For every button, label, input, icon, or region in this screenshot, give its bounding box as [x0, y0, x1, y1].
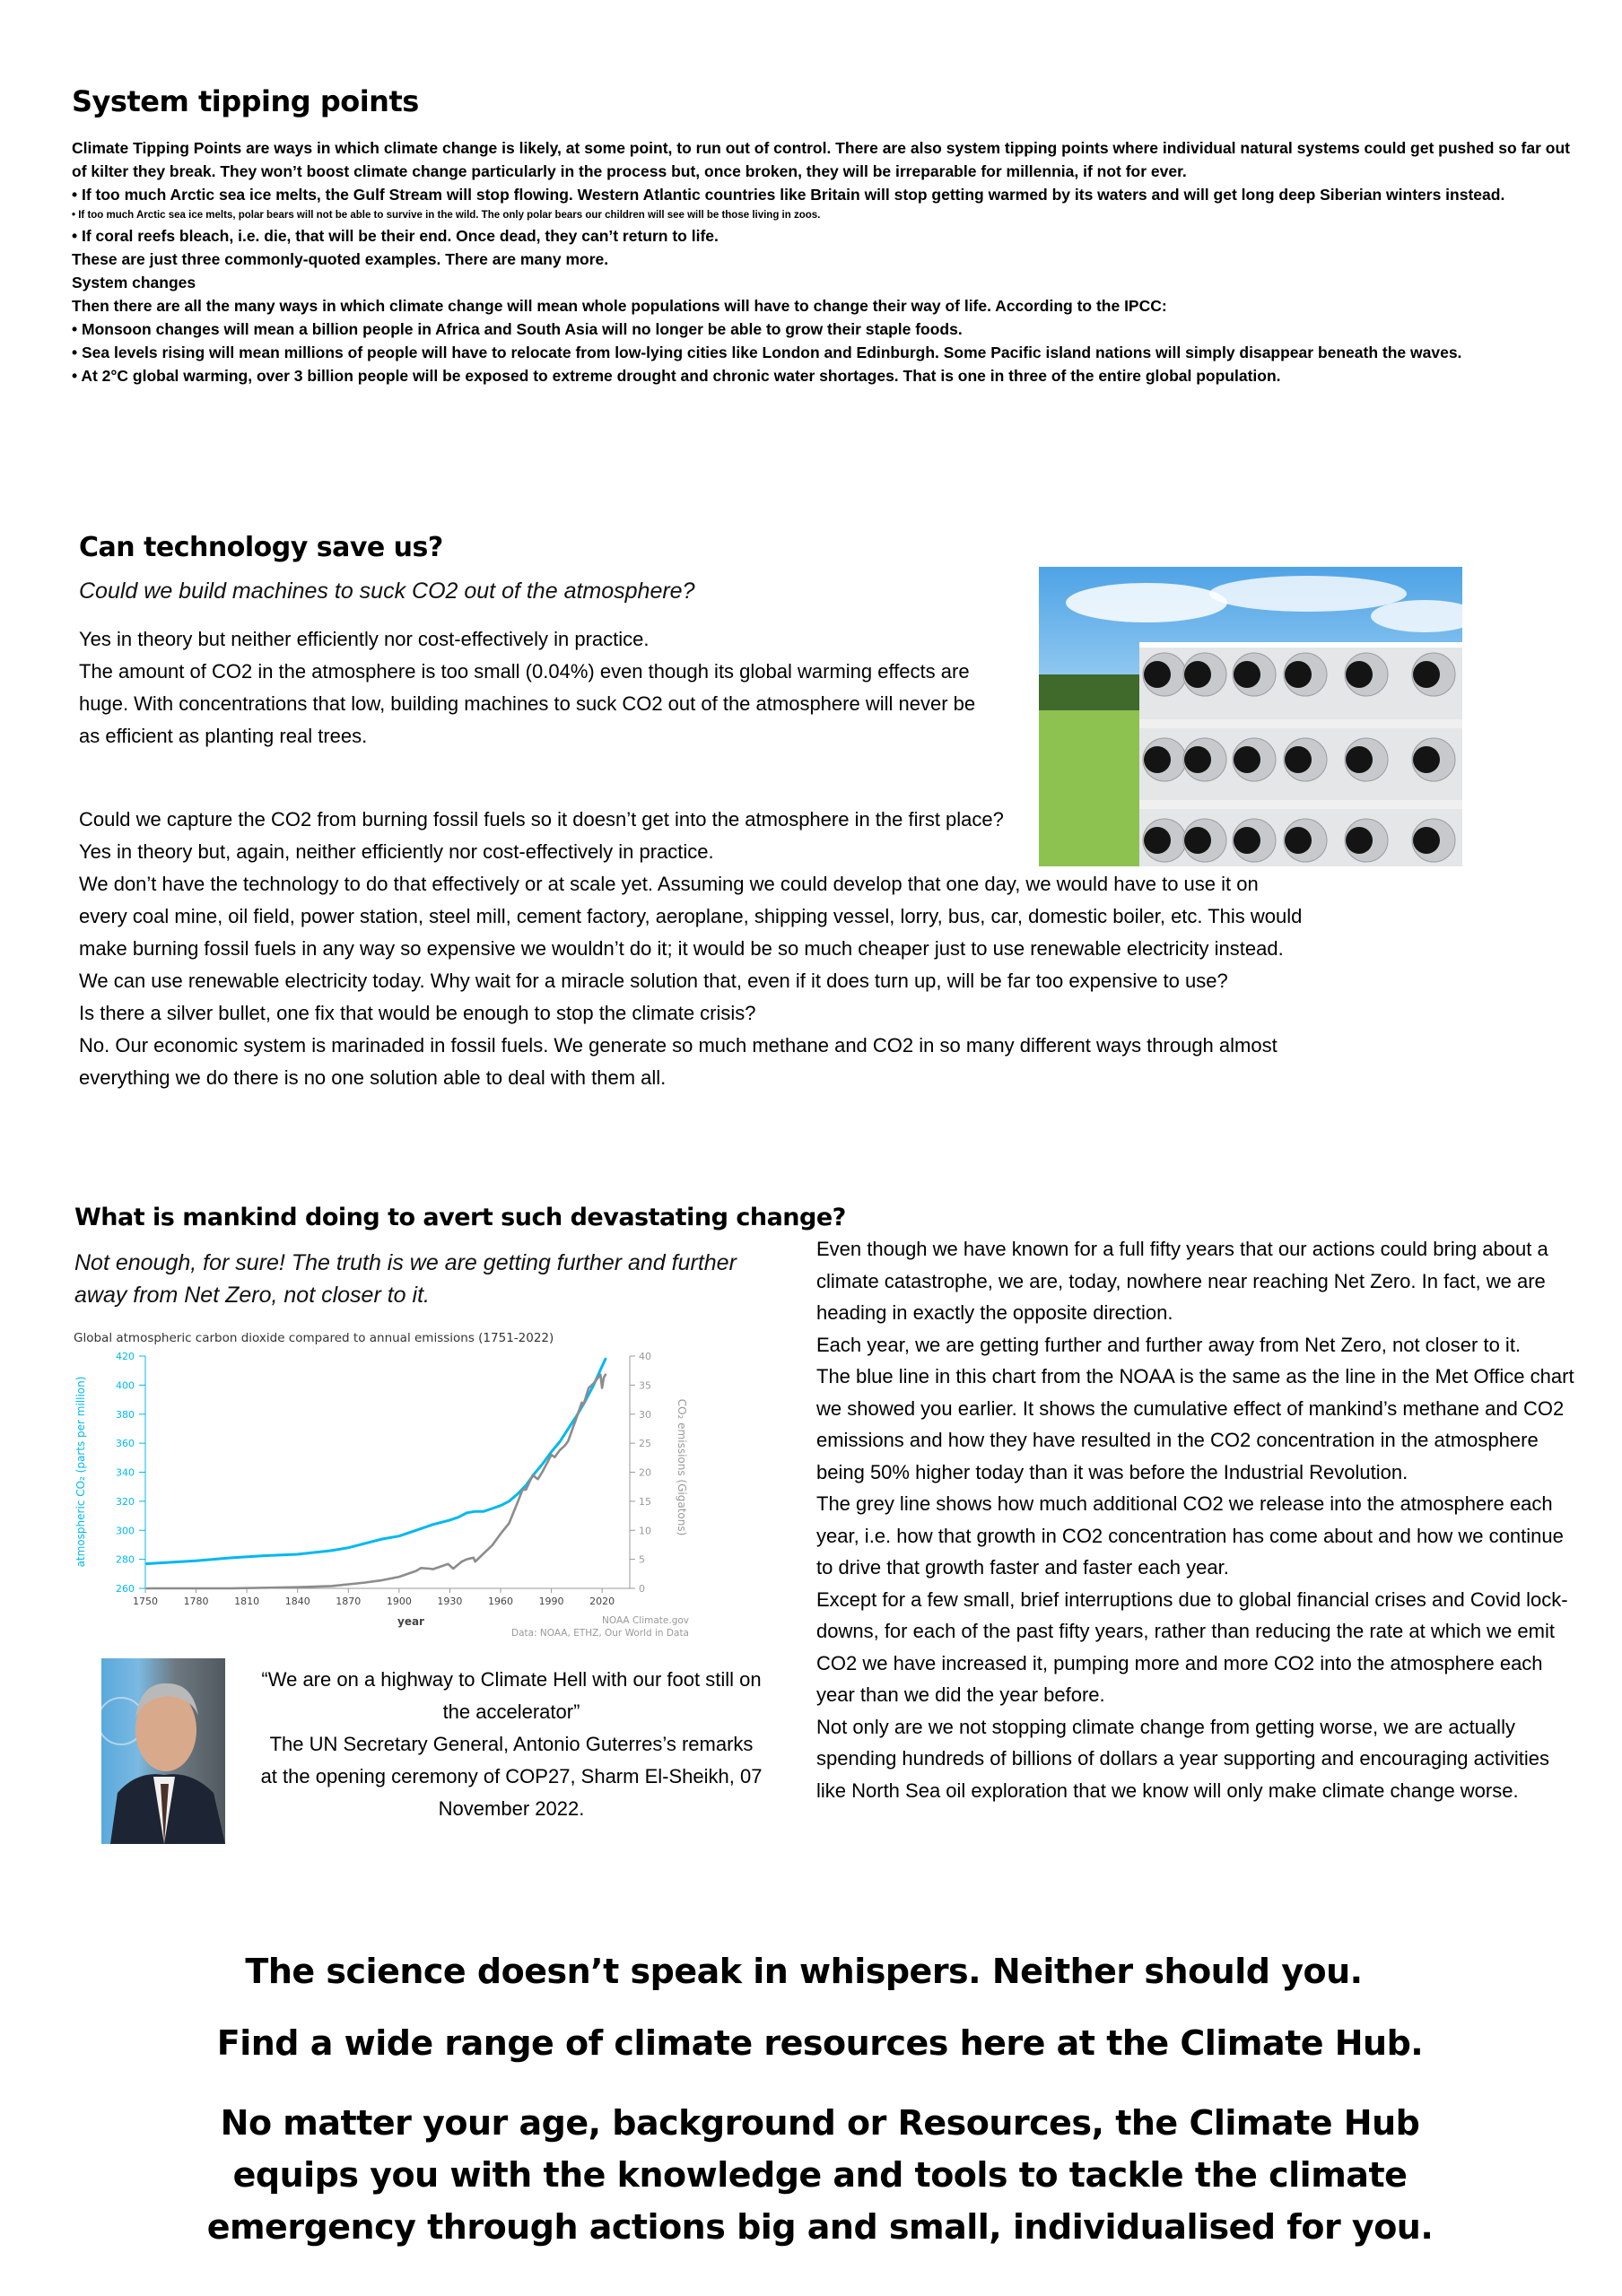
cta-line: No matter your age, background or Resources, the Climate Hub: [220, 2103, 1420, 2143]
y2-tick-label: 25: [639, 1438, 651, 1450]
x-axis-label: year: [397, 1615, 424, 1628]
cta-science-whispers: The science doesn’t speak in whispers. Neither should you.: [245, 1952, 1363, 1991]
fan-blade-icon: [1144, 661, 1171, 688]
paragraph: Even though we have known for a full fifty years that our actions could bring about a climate catastrophe, we are, today, nowhere near reaching Net Zero. In fact, we are heading in exactly the opposite direction.: [816, 1238, 1548, 1324]
bullet-gulf-stream: • If too much Arctic sea ice melts, the Gulf Stream will stop flowing. Western Atlantic countries like Britain will stop getting warmed by its waters and will get long deep Siberian winters instead.: [72, 186, 1505, 204]
x-tick-label: 1960: [488, 1596, 513, 1607]
technology-body-top: [79, 623, 994, 752]
bullet-monsoon: • Monsoon changes will mean a billion people in Africa and South Asia will no longer be able to grow their staple foods.: [72, 320, 963, 338]
fan-blade-icon: [1285, 661, 1312, 688]
chart-title: Global atmospheric carbon dioxide compared to annual emissions (1751-2022): [74, 1331, 554, 1345]
bullet-coral-reefs: • If coral reefs bleach, i.e. die, that will be their end. Once dead, they can’t return to life.: [72, 227, 719, 245]
y2-axis-label: CO₂ emissions (Gigatons): [676, 1398, 688, 1536]
bullet-sea-levels: • Sea levels rising will mean millions of people will have to relocate from low-lying cities like London and Edinburgh. Some Pacific island nations will simply disappear beneath the waves.: [72, 344, 1462, 361]
y2-tick-label: 15: [639, 1495, 651, 1508]
bullet-polar-bears: • If too much Arctic sea ice melts, polar bears will not be able to survive in the wild. The only polar bears our children will see will be those living in zoos.: [72, 210, 821, 221]
x-tick-label: 2020: [589, 1596, 615, 1607]
y-tick-label: 280: [116, 1553, 135, 1566]
chart-axes: [116, 1351, 651, 1607]
chart-lines: [147, 1359, 606, 1588]
fan-blade-icon: [1346, 661, 1373, 688]
x-tick-label: 1840: [284, 1596, 310, 1607]
cta-climate-hub-resources: Find a wide range of climate resources here at the Climate Hub.: [216, 2023, 1424, 2063]
y2-tick-label: 35: [639, 1379, 651, 1392]
x-tick-label: 1810: [234, 1596, 260, 1607]
section-title-mankind: What is mankind doing to avert such devastating change?: [74, 1204, 846, 1231]
x-tick-label: 1780: [183, 1596, 209, 1607]
x-tick-label: 1750: [133, 1596, 158, 1607]
chart-svg: [72, 1324, 700, 1638]
y2-tick-label: 40: [639, 1351, 651, 1362]
y2-tick-label: 0: [639, 1583, 645, 1595]
section-title-technology: Can technology save us?: [79, 532, 443, 563]
question-silver-bullet: Is there a silver bullet, one fix that would be enough to stop the climate crisis?: [79, 1002, 756, 1024]
co2-concentration-line: [147, 1359, 606, 1563]
section-title-system-tipping-points: System tipping points: [72, 84, 419, 118]
y-tick-label: 260: [116, 1583, 135, 1595]
paragraph: Not only are we not stopping climate change from getting worse, we are actually spending hundreds of billions of dollars a year supporting and encouraging activities like North Sea oil exploration that we know will only make climate change worse.: [816, 1715, 1549, 1802]
fan-blade-icon: [1413, 661, 1440, 688]
bullet-drought: • At 2°C global warming, over 3 billion people will be exposed to extreme drought and chronic water shortages. That is one in three of the entire global population.: [72, 367, 1281, 385]
y-tick-label: 380: [116, 1408, 135, 1421]
technology-body-bottom: [79, 804, 1308, 1094]
cta-climate-hub-pitch: [9, 2097, 1622, 2253]
y-tick-label: 400: [116, 1379, 135, 1392]
y-tick-label: 320: [116, 1495, 135, 1508]
fan-blade-icon: [1285, 746, 1312, 773]
chart-credit: NOAA Climate.gov: [602, 1615, 689, 1626]
paragraph: Each year, we are getting further and further away from Net Zero, not closer to it.: [816, 1333, 1522, 1356]
fan-blade-icon: [1234, 661, 1260, 688]
co2-emissions-chart: [72, 1324, 700, 1638]
quote-text: “We are on a highway to Climate Hell with our foot still on the accelerator”: [261, 1668, 762, 1723]
paragraph: Except for a few small, brief interruptions due to global financial crises and Covid lock-downs, for each of the past fifty years, rather than reducing the rate at which we emit CO2 we have increased it, pumping more and more CO2 into the atmosphere each year than we did the year before.: [816, 1587, 1568, 1706]
guterres-quote: [260, 1664, 763, 1825]
paragraph: We don’t have the technology to do that effectively or at scale yet. Assuming we could develop that one day, we would have to use it on every coal mine, oil field, power station, steel mill, cement factory, aeroplane, shipping vessel, lorry, bus, car, domestic boiler, etc. This would make burning fossil fuels in any way so expensive we wouldn’t do it; it would be so much cheaper just to use renewable electricity instead.: [79, 873, 1303, 960]
annual-emissions-line: [147, 1375, 606, 1588]
x-tick-label: 1930: [437, 1596, 463, 1607]
question-carbon-capture: Could we capture the CO2 from burning fossil fuels so it doesn’t get into the atmosphere in the first place?: [79, 808, 1004, 831]
guterres-portrait: [101, 1658, 225, 1844]
chart-data-source: Data: NOAA, ETHZ, Our World in Data: [510, 1628, 689, 1638]
paragraph: Yes in theory but, again, neither efficiently nor cost-effectively in practice.: [79, 840, 714, 863]
x-tick-label: 1870: [336, 1596, 362, 1607]
mankind-body: [816, 1233, 1579, 1806]
section-subtitle-technology: Could we build machines to suck CO2 out of the atmosphere?: [79, 578, 695, 604]
paragraph: The amount of CO2 in the atmosphere is too small (0.04%) even though its global warming effects are huge. With concentrations that low, building machines to suck CO2 out of the atmosphere will never be as efficient as planting real trees.: [79, 660, 976, 747]
fan-blade-icon: [1413, 746, 1440, 773]
fan-blade-icon: [1234, 746, 1260, 773]
paragraph: Climate Tipping Points are ways in which climate change is likely, at some point, to run out of control. There are also system tipping points where individual natural systems could get pushed so far out of kilter they break. They won’t boost climate change particularly in the process but, once broken, they will be irreparable for millennia, if not for ever.: [72, 139, 1570, 180]
cta-line: equips you with the knowledge and tools to tackle the climate: [232, 2155, 1408, 2195]
y2-tick-label: 30: [639, 1408, 651, 1421]
fan-blade-icon: [1346, 827, 1373, 854]
y-tick-label: 340: [116, 1466, 135, 1479]
fan-blade-icon: [1184, 661, 1211, 688]
y-tick-label: 300: [116, 1525, 135, 1537]
paragraph: The blue line in this chart from the NOAA is the same as the line in the Met Office chart we showed you earlier. It shows the cumulative effect of mankind’s methane and CO2 emissions and how they have resulted in the CO2 concentration in the atmosphere being 50% higher today than it was before the Industrial Revolution.: [816, 1365, 1574, 1483]
paragraph: No. Our economic system is marinaded in fossil fuels. We generate so much methane and CO2 in so many different ways through almost everything we do there is no one solution able to deal with them all.: [79, 1034, 1278, 1089]
fan-blade-icon: [1184, 746, 1211, 773]
y2-tick-label: 5: [639, 1553, 645, 1566]
x-tick-label: 1990: [538, 1596, 564, 1607]
y2-tick-label: 10: [639, 1525, 651, 1537]
paragraph: Then there are all the many ways in which climate change will mean whole populations will have to change their way of life. According to the IPCC:: [72, 297, 1167, 315]
paragraph: The grey line shows how much additional CO2 we release into the atmosphere each year, i.e. how that growth in CO2 concentration has come about and how we continue to drive that growth faster and faster each year.: [816, 1492, 1564, 1578]
paragraph: These are just three commonly-quoted examples. There are many more.: [72, 250, 609, 268]
fan-blade-icon: [1346, 746, 1373, 773]
paragraph: Yes in theory but neither efficiently nor cost-effectively in practice.: [79, 628, 650, 650]
y2-tick-label: 20: [639, 1466, 651, 1479]
tipping-points-body: [72, 136, 1570, 387]
fan-blade-icon: [1413, 827, 1440, 854]
section-subtitle-mankind: Not enough, for sure! The truth is we are getting further and further away from Net Zero, not closer to it.: [74, 1250, 737, 1308]
y-tick-label: 420: [116, 1351, 135, 1362]
cta-line: emergency through actions big and small, individualised for you.: [206, 2207, 1434, 2247]
portrait-illustration: [101, 1658, 225, 1844]
x-tick-label: 1900: [386, 1596, 412, 1607]
y-axis-label: atmospheric CO₂ (parts per million): [74, 1376, 87, 1568]
fan-blade-icon: [1144, 746, 1171, 773]
subheading-system-changes: System changes: [72, 274, 196, 291]
paragraph: We can use renewable electricity today. Why wait for a miracle solution that, even if it does turn up, will be far too expensive to use?: [79, 970, 1228, 992]
y-tick-label: 360: [116, 1438, 135, 1450]
quote-attribution: The UN Secretary General, Antonio Guterres’s remarks at the opening ceremony of COP27, Sharm El-Sheikh, 07 November 2022.: [260, 1733, 763, 1820]
